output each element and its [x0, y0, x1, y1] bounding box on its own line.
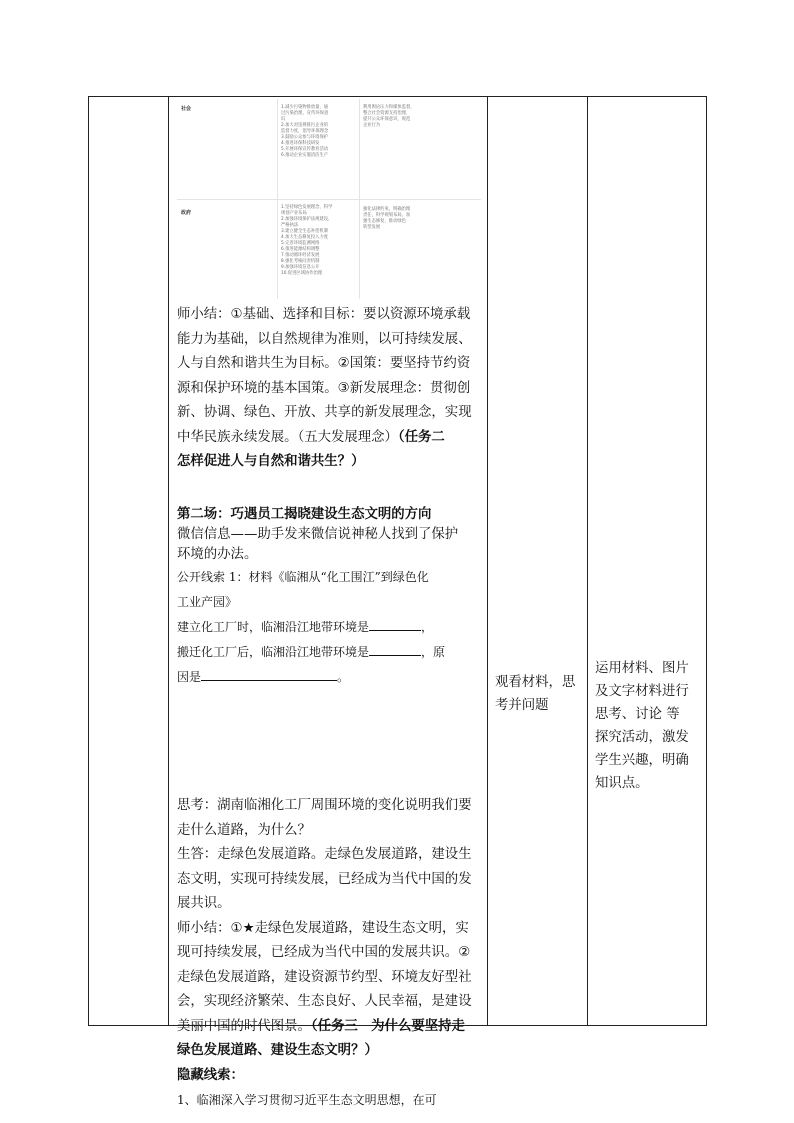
text-line: 能力为基础，以自然规律为准则，以可持续发展、	[177, 331, 472, 347]
text-line: 展共识。	[177, 896, 231, 911]
text-line: 微信信息——助手发来微信说神秘人找到了保护	[177, 527, 459, 542]
summary-block-1	[177, 303, 483, 475]
text-line	[177, 1015, 483, 1040]
text-line: 现可持续发展，已经成为当代中国的发展共识。②	[177, 945, 471, 960]
text-line: 环境的办法。	[177, 547, 258, 562]
text-line: 师小结：①★走绿色发展道路，建设生态文明，实	[177, 920, 469, 936]
text-span: 。	[337, 670, 350, 684]
design-intent-column	[595, 657, 703, 795]
text-line: 观看材料，思	[495, 675, 576, 690]
hidden-clue-title: 隐藏线索：	[177, 1067, 244, 1083]
scan-row1-col2: 1.减少污染物排放量，通 过污染治理，宣传环保意 识 2.加大对违规排污企业的 监督力度，倡导环保理念 3.鼓励公众参与环境保护 4.推进环保科技研发 5.开展环保宣传教育活动 6.推动企业实施清洁生产	[281, 105, 329, 158]
answer-blank[interactable]	[369, 641, 421, 656]
text-line: 及文字材料进行	[595, 684, 689, 699]
scene-2-block	[177, 505, 483, 690]
scan-row1-label: 社会	[181, 106, 192, 112]
text-line: 生答：走绿色发展道路。走绿色发展道路，建设生	[177, 847, 472, 862]
text-line: 走绿色发展道路，建设资源节约型、环境友好型社	[177, 969, 472, 985]
text-line: 师小结：①基础、选择和目标：要以资源环境承载	[177, 307, 471, 322]
task-label: 绿色发展道路、建设生态文明？）	[177, 1043, 378, 1058]
text-line: 学生兴趣，明确	[595, 753, 689, 768]
text-span: ，原	[421, 645, 446, 659]
text-line: 态文明，实现可持续发展，已经成为当代中国的发	[177, 871, 472, 887]
text-line: 知识点。	[595, 776, 649, 791]
text-line: 考并问题	[495, 698, 549, 713]
text-line: 走什么道路，为什么？	[177, 822, 311, 838]
fill-line-3	[177, 665, 483, 690]
embedded-scan-table	[177, 99, 481, 299]
clue-line: 工业产园》	[177, 595, 238, 609]
clue-line: 公开线索 1：材料《临湘从“化工围江”到绿色化	[177, 570, 429, 584]
fill-line-1	[177, 615, 483, 640]
text-line	[177, 426, 483, 451]
text-span: 因是	[177, 670, 202, 684]
text-span: 建立化工厂时，临湘沿江地带环境是	[177, 620, 370, 634]
column-divider-3	[587, 97, 588, 1025]
scan-row1-col3: 利用舆论压力和媒体监督， 整合社会资源支持治理， 提升公众环保意识，规范 企业行为	[363, 105, 415, 128]
student-activity-column	[495, 671, 581, 717]
answer-blank[interactable]	[201, 666, 337, 681]
text-span: 搬迁化工厂后，临湘沿江地带环境是	[177, 645, 370, 659]
scan-row2-col3: 强化法律约束，明确治理 责任，科学规划布局，加 强生态修复，推动绿色 转型发展	[363, 207, 411, 230]
column-divider-2	[487, 97, 488, 1025]
answer-blank[interactable]	[369, 616, 421, 631]
text-line: 新、协调、绿色、开放、共享的新发展理念，实现	[177, 405, 472, 420]
discussion-block	[177, 794, 483, 1113]
text-line: 思考、讨论 等	[595, 707, 680, 722]
task-label: （任务三 为什么要坚持走	[310, 1018, 465, 1034]
lesson-plan-table	[88, 96, 707, 1107]
text-line: 探究活动，激发	[595, 730, 689, 745]
text-line: 人与自然和谐共生为目标。②国策：要坚持节约资	[177, 356, 471, 371]
teaching-process-column	[169, 97, 487, 1107]
scan-row2-col2: 1.坚持绿色发展理念，科学 规划产业布局 2.加强环境保护法规建设， 严格执法 3.建立健全生态补偿机制 4.加大生态修复投入力度 5.完善环境监测网络 6.推进能源结构调整 7.推动循环经济发展 8.强化考核问责机制 9.加强环境信息公开 10.促进区域协作治理	[281, 205, 333, 276]
text-line: 运用材料、图片	[595, 661, 689, 676]
text-line: 思考：湖南临湘化工厂周围环境的变化说明我们要	[177, 798, 472, 813]
text-span: 美丽中国的时代图景。	[177, 1018, 311, 1034]
scene-title: 第二场：巧遇员工揭晓建设生态文明的方向	[177, 507, 432, 522]
text-line: 会，实现经济繁荣、生态良好、人民幸福，是建设	[177, 994, 472, 1009]
task-label: （任务二	[397, 429, 445, 445]
hidden-clue-line: 1、临湘深入学习贯彻习近平生态文明思想，在可	[177, 1093, 437, 1107]
fill-line-2	[177, 640, 483, 665]
text-span: ，	[421, 620, 434, 634]
text-line: 源和保护环境的基本国策。③新发展理念：贯彻创	[177, 380, 471, 396]
text-span: 中华民族永续发展。（五大发展理念）	[177, 429, 398, 445]
task-label: 怎样促进人与自然和谐共生？）	[177, 454, 365, 469]
scan-row2-label: 政府	[181, 210, 192, 216]
